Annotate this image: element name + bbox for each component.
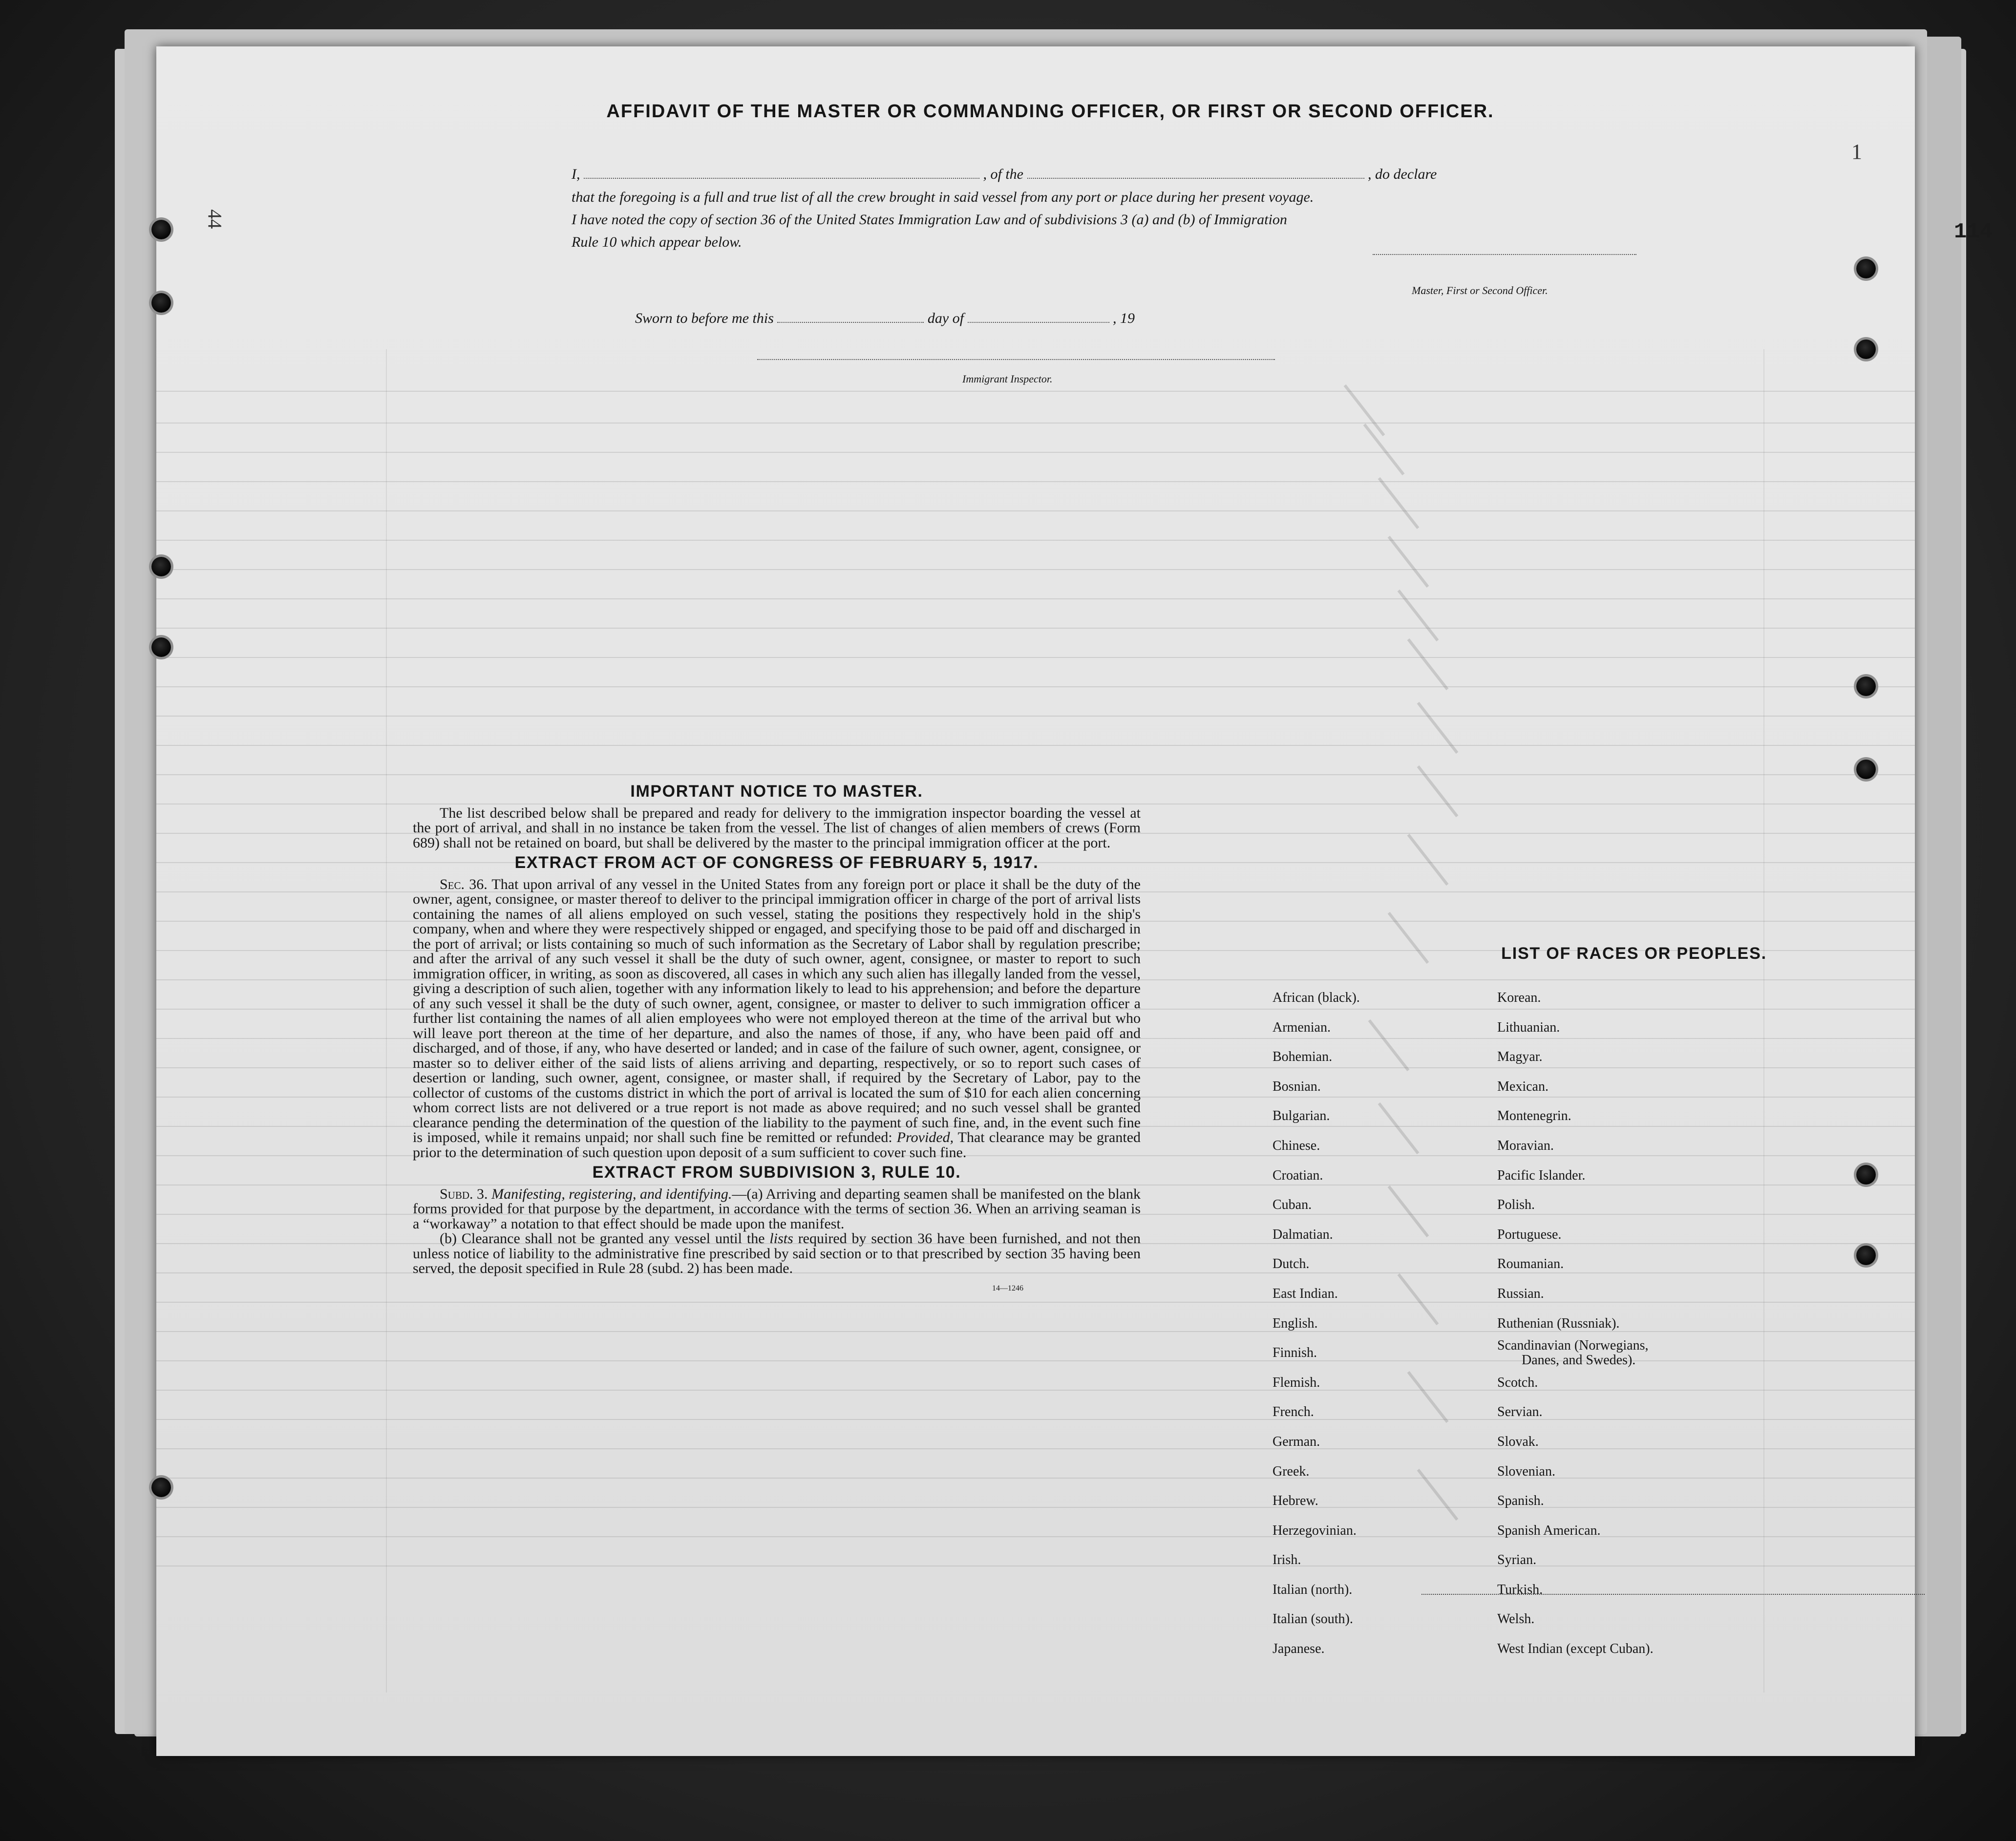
race-item-line: Scandinavian (Norwegians, — [1497, 1338, 1649, 1354]
rule-subd-b — [413, 1231, 1141, 1276]
race-item — [1497, 1338, 1654, 1368]
race-item: Finnish. — [1273, 1345, 1317, 1361]
race-item: Slovenian. — [1497, 1463, 1555, 1479]
race-item: East Indian. — [1273, 1286, 1338, 1301]
binding-hole — [1856, 1165, 1876, 1185]
race-item: Magyar. — [1497, 1049, 1543, 1065]
affidavit-statement: that the foregoing is a full and true list of all the crew brought in said vessel from any port or place during her present voyage. — [572, 189, 1314, 205]
binding-hole — [151, 220, 171, 239]
day-of-text: day of — [927, 310, 964, 326]
binding-hole — [151, 637, 171, 657]
subd-heading: Manifesting, registering, and identifying. — [491, 1185, 732, 1202]
race-item: Croatian. — [1273, 1167, 1323, 1183]
races-dotted-rule — [1422, 1594, 1925, 1595]
race-item: Dalmatian. — [1273, 1227, 1333, 1242]
binding-hole — [151, 557, 171, 576]
proviso-word: Provided, — [896, 1129, 954, 1145]
name-blank — [584, 178, 979, 179]
race-item: English. — [1273, 1315, 1318, 1331]
race-item: Cuban. — [1273, 1197, 1312, 1213]
day-blank — [777, 322, 924, 323]
notice-body: The list described below shall be prepared and ready for delivery to the immigration inspector boarding the vessel at the port of arrival, and shall in no instance be taken from the vessel. The list of changes of alien members of crews (Form 689) shall not be retained on board, but shall be delivered by the master to the principal immigration officer at the port. — [413, 804, 1141, 851]
race-item: Syrian. — [1497, 1552, 1537, 1568]
race-item: Turkish. — [1497, 1582, 1543, 1597]
race-item: Korean. — [1497, 990, 1541, 1005]
race-item: Armenian. — [1273, 1019, 1331, 1035]
subd-a-body: Arriving and departing seamen shall be manifested on the blank forms provided for that purpose by the department, in accordance with the terms of section 36. When an arriving seaman is a “workaway” a notation to that effect should be made upon the manifest. — [413, 1185, 1141, 1232]
race-item: Servian. — [1497, 1404, 1543, 1420]
sworn-line — [635, 310, 1135, 327]
race-item: Scotch. — [1497, 1375, 1538, 1390]
binding-hole — [151, 1478, 171, 1497]
declarant-prefix: I, — [572, 166, 580, 182]
notice-title: IMPORTANT NOTICE TO MASTER. — [630, 782, 923, 801]
year-prefix: , 19 — [1113, 310, 1135, 326]
binding-hole — [1856, 339, 1876, 359]
race-item: Herzegovinian. — [1273, 1523, 1357, 1538]
race-item: African (black). — [1273, 990, 1360, 1005]
binding-hole — [1856, 677, 1876, 696]
notice-column — [413, 779, 1141, 1296]
race-item: German. — [1273, 1434, 1320, 1449]
race-item: Moravian. — [1497, 1138, 1554, 1153]
sworn-text: Sworn to before me this — [635, 310, 774, 326]
affidavit-statement: I have noted the copy of section 36 of the United States Immigration Law and of subdivisions 3 (a) and (b) of Immigration — [572, 212, 1287, 228]
race-item: West Indian (except Cuban). — [1497, 1641, 1654, 1657]
binding-hole — [151, 293, 171, 313]
races-title: LIST OF RACES OR PEOPLES. — [1501, 944, 1767, 963]
vessel-blank — [1027, 178, 1364, 179]
race-item: Spanish. — [1497, 1493, 1544, 1509]
race-item: Bohemian. — [1273, 1049, 1333, 1065]
race-item: Chinese. — [1273, 1138, 1320, 1153]
subd-b-body-1: Clearance shall not be granted any vessel until the — [461, 1230, 765, 1247]
race-item: Italian (north). — [1273, 1582, 1353, 1597]
month-blank — [968, 322, 1109, 323]
race-item: Japanese. — [1273, 1641, 1325, 1657]
race-item: Italian (south). — [1273, 1611, 1353, 1627]
race-item: Flemish. — [1273, 1375, 1320, 1390]
race-item: Mexican. — [1497, 1079, 1549, 1094]
do-declare-text: , do declare — [1368, 166, 1437, 182]
act-section — [413, 877, 1141, 1161]
race-item: Ruthenian (Russniak). — [1497, 1315, 1620, 1331]
races-column-1 — [1273, 983, 1360, 1664]
section-label: Sec. 36. — [440, 876, 488, 892]
race-item-line: Danes, and Swedes). — [1522, 1353, 1636, 1368]
race-item: Roumanian. — [1497, 1256, 1564, 1272]
race-item: Portuguese. — [1497, 1227, 1562, 1242]
affidavit-title: AFFIDAVIT OF THE MASTER OR COMMANDING OFFICER, OR FIRST OR SECOND OFFICER. — [606, 101, 1494, 122]
affidavit-statement: Rule 10 which appear below. — [572, 234, 742, 250]
corner-mark: 1 — [1851, 140, 1862, 164]
of-the-text: , of the — [983, 166, 1023, 182]
declaration-line — [572, 166, 1437, 183]
manifest-page — [156, 46, 1993, 1756]
race-item: Bulgarian. — [1273, 1108, 1330, 1124]
race-item: Welsh. — [1497, 1611, 1535, 1627]
act-body: That upon arrival of any vessel in the United States from any foreign port or place it shall be the duty of the owner, agent, consignee, or master thereof to deliver to the principal immigration officer in charge of the port of arrival lists containing the names of all aliens employed on such vessel, stating the positions they respectively hold in the ship's company, when and where they were respectively shipped or engaged, and specifying those to be paid off and discharged in the port of arrival; or lists containing so much of such information as the Secretary of Labor shall by regulation prescribe; and after the arrival of any such vessel it shall be the duty of such owner, agent, consignee, or master to report to such immigration officer, in writing, as soon as discovered, all cases in which any such alien has illegally landed from the vessel, giving a description of such alien, together with any information likely to lead to his apprehension; and before the departure of any such vessel it shall be the duty of such owner, agent, consignee, or master to deliver to such immigration officer a further list containing the names of all alien employees who were not employed thereon at the time of the arrival but who will leave port thereon at the time of her departure, and also the names of those, if any, who have been paid off and discharged, and of those, if any, who have deserted or landed; and in case of the failure of such owner, agent, consignee, or master so to deliver either of the said lists of aliens arriving and departing, respectively, or so to report such cases of desertion or landing, such owner, agent, consignee, or master shall, if required by the Secretary of Labor, pay to the collector of customs of the customs district in which the port of arrival is located the sum of $10 for each alien concerning whom correct lists are not delivered or a true report is not made as above required; and no such vessel shall be granted clearance pending the determination of the question of the liability to the payment of such fine, and, in the event such fine is imposed, while it remains unpaid; nor shall such fine be remitted or refunded: — [413, 876, 1141, 1145]
margin-mark: 44 — [204, 209, 226, 229]
race-item: Montenegrin. — [1497, 1108, 1571, 1124]
binding-hole — [1856, 1246, 1876, 1265]
signature-blank — [1373, 254, 1636, 255]
inspector-blank — [757, 359, 1275, 360]
race-item: Slovak. — [1497, 1434, 1539, 1449]
subd-b-body-2: required by section 36 have been furnished, and not then unless notice of liability to the administrative fine prescribed by said section or to that prescribed by section 35 having been served, the deposit specified in Rule 28 (subd. 2) has been made. — [413, 1230, 1141, 1276]
subd-a-label: —(a) — [732, 1185, 763, 1202]
race-item: Lithuanian. — [1497, 1019, 1560, 1035]
form-number: 14—1246 — [992, 1284, 1023, 1292]
subd-b-lists: lists — [769, 1230, 793, 1247]
race-item: Irish. — [1273, 1552, 1301, 1568]
binding-hole — [1856, 259, 1876, 278]
rule-subd-a — [413, 1187, 1141, 1232]
act-title: EXTRACT FROM ACT OF CONGRESS OF FEBRUARY 5, 1917. — [514, 853, 1039, 872]
binding-hole — [1856, 760, 1876, 779]
subd-b-label: (b) — [440, 1230, 457, 1247]
races-column-2 — [1497, 983, 1654, 1664]
race-item: Hebrew. — [1273, 1493, 1318, 1509]
race-item: Polish. — [1497, 1197, 1535, 1213]
signature-label: Master, First or Second Officer. — [1412, 284, 1548, 296]
rule-title: EXTRACT FROM SUBDIVISION 3, RULE 10. — [592, 1163, 961, 1182]
race-item: Pacific Islander. — [1497, 1167, 1586, 1183]
inspector-label: Immigrant Inspector. — [962, 373, 1053, 385]
page-number: 114 — [1954, 220, 1993, 244]
proviso-text: That clearance may be granted prior to the determination of such question upon deposit of a sum sufficient to cover such fine. — [413, 1129, 1141, 1161]
race-item: Dutch. — [1273, 1256, 1310, 1272]
subd-label: Subd. 3. — [440, 1185, 488, 1202]
race-item: Bosnian. — [1273, 1079, 1321, 1094]
race-item: Greek. — [1273, 1463, 1310, 1479]
race-item: Russian. — [1497, 1286, 1544, 1301]
race-item: Spanish American. — [1497, 1523, 1601, 1538]
race-item: French. — [1273, 1404, 1314, 1420]
